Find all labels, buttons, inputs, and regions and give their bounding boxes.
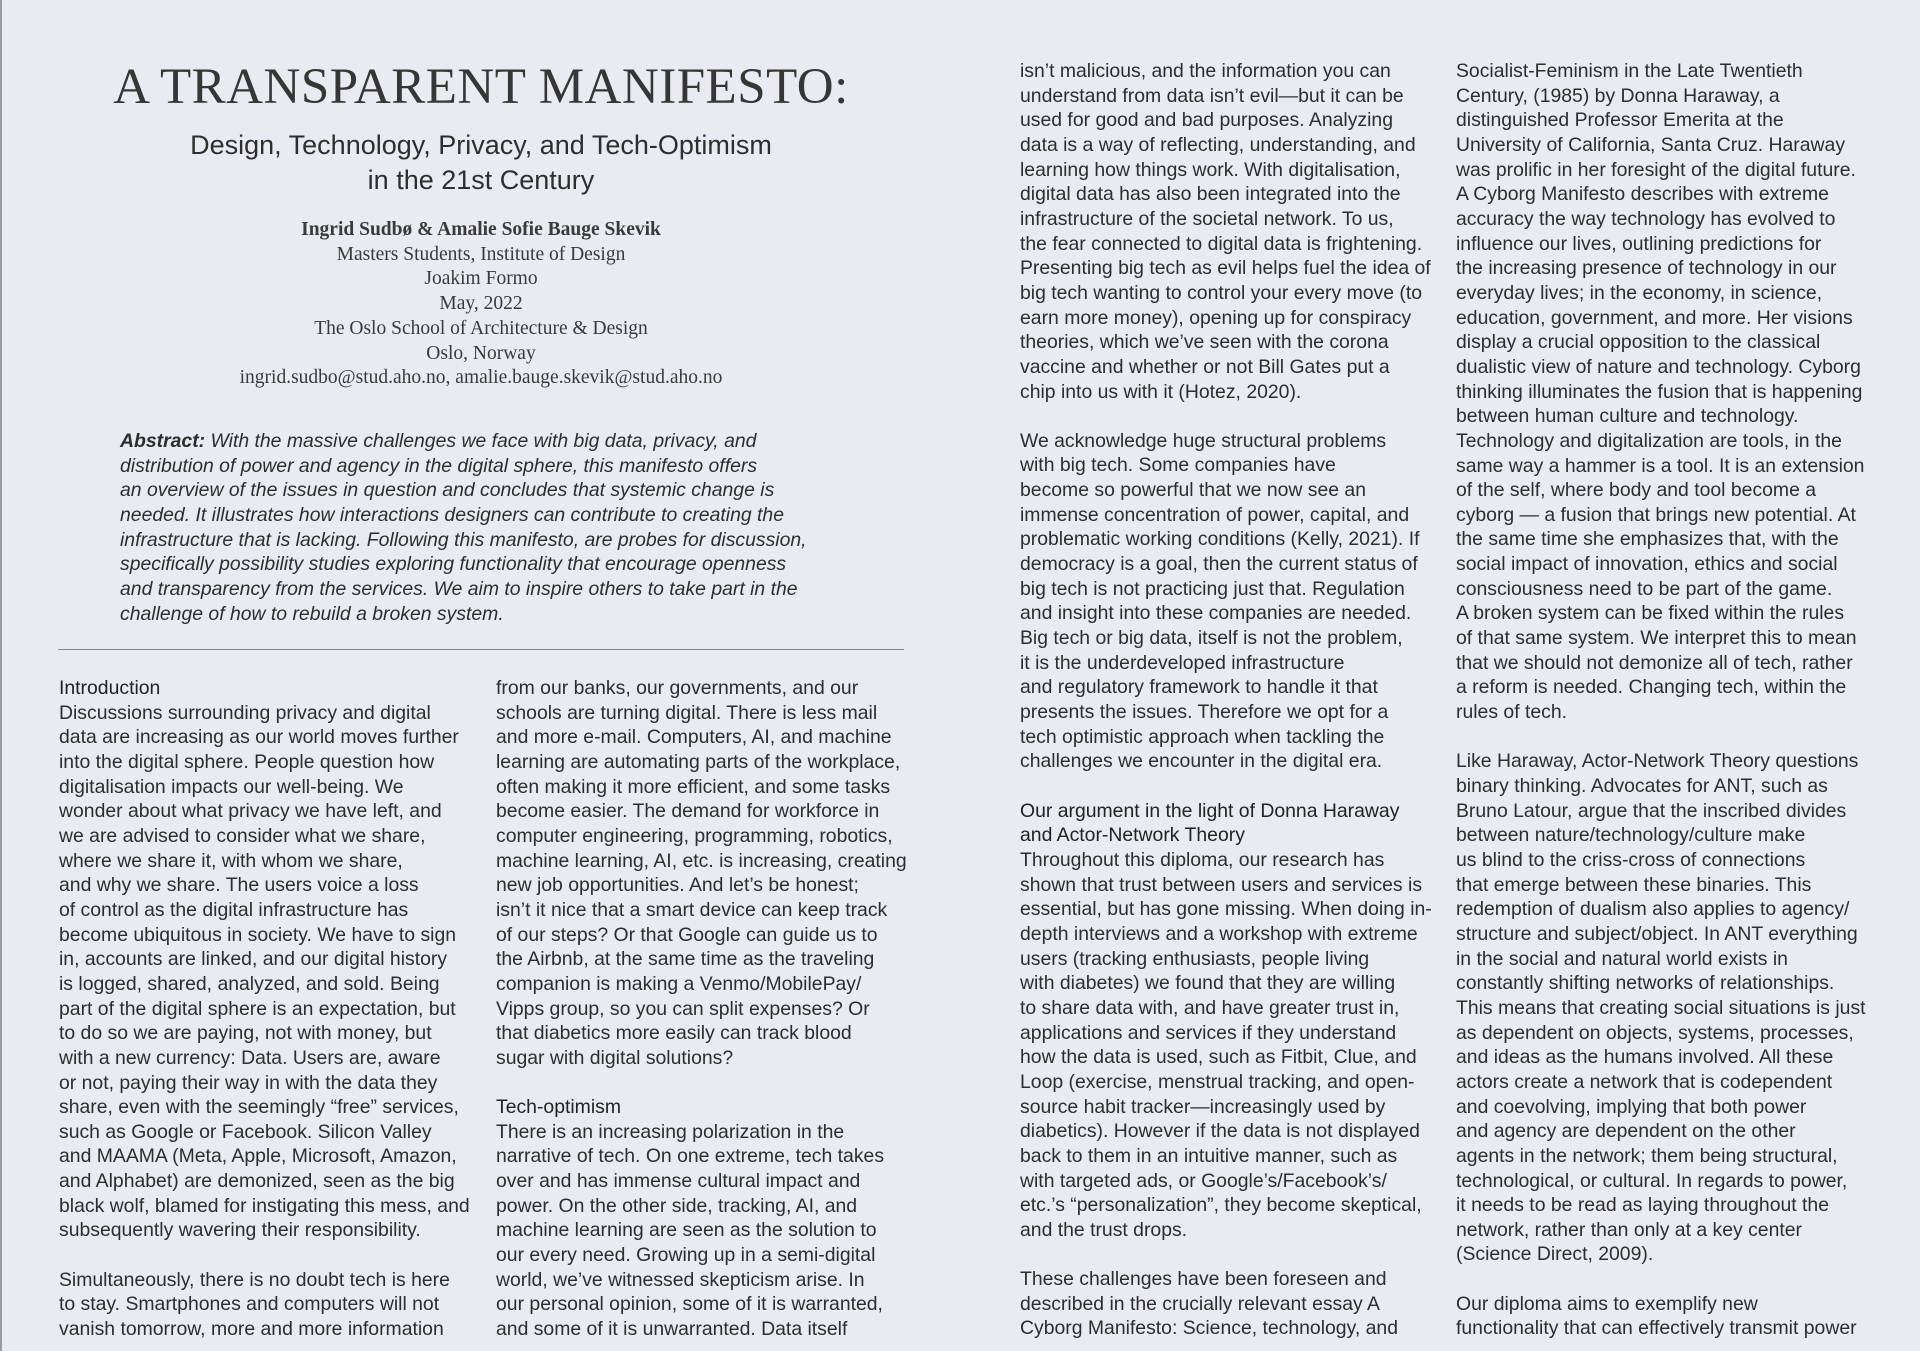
column-1 bbox=[59, 676, 470, 1342]
text-line: theories, which we’ve seen with the corona bbox=[1020, 331, 1389, 354]
text-line: thinking illuminates the fusion that is happening bbox=[1456, 380, 1863, 403]
text-line: wonder about what privacy we have left, and bbox=[59, 800, 442, 823]
text-line: to stay. Smartphones and computers will not bbox=[59, 1293, 440, 1316]
affiliation: Masters Students, Institute of Design bbox=[336, 243, 626, 265]
abstract-line: an overview of the issues in question and concludes that systemic change is bbox=[120, 479, 775, 502]
text-line: dualistic view of nature and technology. Cyborg bbox=[1456, 355, 1861, 378]
column-4 bbox=[1456, 59, 1866, 1341]
text-line: essential, but has gone missing. When doing in- bbox=[1020, 898, 1432, 921]
text-line: problematic working conditions (Kelly, 2021). If bbox=[1020, 528, 1420, 551]
text-line: Technology and digitalization are tools, in the bbox=[1456, 429, 1842, 452]
text-line: of that same system. We interpret this to mean bbox=[1456, 627, 1857, 650]
text-line: immense concentration of power, capital, and bbox=[1020, 503, 1410, 526]
text-line: share, even with the seemingly “free” services, bbox=[59, 1096, 459, 1119]
text-line: A broken system can be fixed within the rules bbox=[1456, 602, 1845, 625]
paper-title: A TRANSPARENT MANIFESTO: bbox=[113, 59, 849, 115]
text-line: and agency are dependent on the other bbox=[1456, 1120, 1796, 1143]
text-line: Bruno Latour, argue that the inscribed divides bbox=[1456, 799, 1847, 822]
column-2 bbox=[496, 676, 907, 1342]
text-line: that diabetics more easily can track blood bbox=[496, 1022, 852, 1045]
text-line: described in the crucially relevant essay A bbox=[1020, 1292, 1380, 1315]
text-line: cyborg — a fusion that brings new potential. At bbox=[1456, 503, 1856, 526]
text-line: agents in the network; them being structural, bbox=[1456, 1144, 1838, 1167]
text-line: new job opportunities. And let’s be honest; bbox=[496, 874, 859, 897]
abstract-line: distribution of power and agency in the digital sphere, this manifesto offers bbox=[120, 454, 758, 477]
heading-line: Our argument in the light of Donna Haraway bbox=[1020, 799, 1400, 822]
abstract-line: infrastructure that is lacking. Following this manifesto, are probes for discussion, bbox=[120, 528, 807, 551]
abstract-label: Abstract: bbox=[120, 429, 206, 452]
text-line: We acknowledge huge structural problems bbox=[1020, 429, 1387, 452]
text-line: as dependent on objects, systems, processes, bbox=[1456, 1021, 1854, 1044]
text-line: world, we’ve witnessed skepticism arise. In bbox=[496, 1268, 865, 1291]
paragraph bbox=[1456, 1292, 1866, 1341]
text-line: distinguished Professor Emerita at the bbox=[1456, 109, 1784, 132]
section-heading-tech-optimism: Tech-optimism bbox=[496, 1096, 621, 1119]
text-line: This means that creating social situations is just bbox=[1456, 996, 1866, 1019]
text-line: redemption of dualism also applies to agency/ bbox=[1456, 898, 1850, 921]
text-line: used for good and bad purposes. Analyzing bbox=[1020, 109, 1394, 132]
text-line: us blind to the criss-cross of connections bbox=[1456, 848, 1806, 871]
text-line: understand from data isn’t evil—but it can be bbox=[1020, 84, 1404, 107]
text-line: in, accounts are linked, and our digital history bbox=[59, 948, 448, 971]
text-line: and the trust drops. bbox=[1020, 1218, 1188, 1241]
text-line: or not, paying their way in with the data they bbox=[59, 1071, 438, 1094]
paragraph bbox=[59, 701, 470, 1243]
section-heading-introduction: Introduction bbox=[59, 677, 161, 699]
paper-subtitle bbox=[58, 128, 904, 198]
text-line: to do so we are paying, not with money, but bbox=[59, 1022, 432, 1045]
text-line: back to them in an intuitive manner, such as bbox=[1020, 1144, 1398, 1167]
abstract bbox=[120, 429, 840, 627]
text-line: and coevolving, implying that both power bbox=[1456, 1095, 1807, 1118]
text-line: with targeted ads, or Google’s/Facebook’s/ bbox=[1020, 1169, 1387, 1192]
text-line: constantly shifting networks of relationships. bbox=[1456, 972, 1835, 995]
text-line: part of the digital sphere is an expectation, but bbox=[59, 997, 456, 1020]
date: May, 2022 bbox=[439, 293, 523, 315]
text-line: a reform is needed. Changing tech, within the bbox=[1456, 676, 1847, 699]
text-line: with big tech. Some companies have bbox=[1020, 454, 1336, 477]
supervisor: Joakim Formo bbox=[424, 268, 538, 290]
text-line: and why we share. The users voice a loss bbox=[59, 874, 419, 897]
text-line: same way a hammer is a tool. It is an extension bbox=[1456, 454, 1865, 477]
text-line: digitalisation impacts our well-being. We bbox=[59, 775, 404, 798]
section-divider bbox=[58, 649, 904, 650]
text-line: and insight into these companies are needed. bbox=[1020, 602, 1412, 625]
text-line: digital data has also been integrated into the bbox=[1020, 183, 1401, 206]
column-3 bbox=[1020, 59, 1432, 1341]
text-line: Loop (exercise, menstrual tracking, and open- bbox=[1020, 1070, 1415, 1093]
abstract-line: With the massive challenges we face with big data, privacy, and bbox=[205, 429, 757, 452]
text-line: that emerge between these binaries. This bbox=[1456, 873, 1812, 896]
text-line: depth interviews and a workshop with extreme bbox=[1020, 922, 1418, 945]
text-line: Like Haraway, Actor-Network Theory questions bbox=[1456, 750, 1859, 773]
text-line: how the data is used, such as Fitbit, Clue, and bbox=[1020, 1046, 1417, 1069]
text-line: and more e-mail. Computers, AI, and machine bbox=[496, 726, 892, 749]
text-line: tech optimistic approach when tackling the bbox=[1020, 725, 1385, 748]
text-line: it is the underdeveloped infrastructure bbox=[1020, 651, 1345, 674]
text-line: was prolific in her foresight of the digital future. bbox=[1456, 158, 1856, 181]
text-line: and ideas as the humans involved. All these bbox=[1456, 1046, 1834, 1069]
text-line: data are increasing as our world moves further bbox=[59, 726, 459, 749]
text-line: computer engineering, programming, robotics, bbox=[496, 824, 893, 847]
text-line: chip into us with it (Hotez, 2020). bbox=[1020, 380, 1302, 403]
text-line: where we share it, with whom we share, bbox=[59, 849, 403, 872]
text-line: and some of it is unwarranted. Data itself bbox=[496, 1318, 848, 1341]
text-line: is logged, shared, analyzed, and sold. Being bbox=[59, 972, 440, 995]
text-line: into the digital sphere. People question how bbox=[59, 750, 435, 773]
text-line: it needs to be read as laying throughout the bbox=[1456, 1194, 1829, 1217]
text-line: rules of tech. bbox=[1456, 701, 1568, 724]
subtitle-line: in the 21st Century bbox=[367, 165, 595, 195]
text-line: users (tracking enthusiasts, people living bbox=[1020, 947, 1370, 970]
text-line: isn’t malicious, and the information you can bbox=[1020, 60, 1391, 82]
text-line: presents the issues. Therefore we opt for a bbox=[1020, 701, 1389, 724]
email-addresses: ingrid.sudbo@stud.aho.no, amalie.bauge.skevik@stud.aho.no bbox=[239, 367, 723, 389]
text-line: the same time she emphasizes that, with the bbox=[1456, 528, 1839, 551]
text-line: infrastructure of the societal network. To us, bbox=[1020, 207, 1394, 230]
abstract-line: specifically possibility studies exploring functionality that encourage openness bbox=[120, 553, 787, 576]
paragraph bbox=[496, 676, 907, 1071]
text-line: consciousness need to be part of the game. bbox=[1456, 577, 1833, 600]
text-line: network, rather than only at a key center bbox=[1456, 1218, 1802, 1241]
text-line: power. On the other side, tracking, AI, and bbox=[496, 1194, 858, 1217]
paragraph bbox=[1020, 1267, 1432, 1341]
text-line: data is a way of reflecting, understanding, and bbox=[1020, 133, 1416, 156]
text-line: democracy is a goal, then the current status of bbox=[1020, 553, 1418, 576]
subtitle-line: Design, Technology, Privacy, and Tech-Optimism bbox=[190, 130, 772, 160]
text-line: to share data with, and have greater trust in, bbox=[1020, 996, 1400, 1019]
text-line: the Airbnb, at the same time as the traveling bbox=[496, 948, 875, 971]
text-line: Our diploma aims to exemplify new bbox=[1456, 1292, 1758, 1315]
text-line: shown that trust between users and services is bbox=[1020, 873, 1423, 896]
text-line: from our banks, our governments, and our bbox=[496, 677, 859, 699]
text-line: and regulatory framework to handle it that bbox=[1020, 676, 1378, 699]
text-line: schools are turning digital. There is less mail bbox=[496, 701, 878, 724]
text-line: education, government, and more. Her visions bbox=[1456, 306, 1853, 329]
text-line: vaccine and whether or not Bill Gates put a bbox=[1020, 355, 1390, 378]
text-line: etc.’s “personalization”, they become skeptical, bbox=[1020, 1194, 1422, 1217]
text-line: the increasing presence of technology in our bbox=[1456, 257, 1837, 280]
text-line: with diabetes) we found that they are willing bbox=[1020, 972, 1396, 995]
text-line: binary thinking. Advocates for ANT, such as bbox=[1456, 775, 1828, 798]
section-heading-argument bbox=[1020, 799, 1432, 848]
paragraph bbox=[1020, 429, 1432, 774]
paragraph bbox=[1456, 749, 1866, 1267]
text-line: become easier. The demand for workforce in bbox=[496, 800, 880, 823]
text-line: become so powerful that we now see an bbox=[1020, 479, 1367, 502]
text-line: Simultaneously, there is no doubt tech is here bbox=[59, 1268, 450, 1291]
text-line: such as Google or Facebook. Silicon Valley bbox=[59, 1120, 432, 1143]
abstract-line: needed. It illustrates how interactions designers can contribute to creating the bbox=[120, 504, 784, 527]
text-line: and Alphabet) are demonized, seen as the big bbox=[59, 1170, 455, 1193]
text-line: subsequently wavering their responsibility. bbox=[59, 1219, 421, 1242]
text-line: our personal opinion, some of it is warranted, bbox=[496, 1293, 883, 1316]
text-line: learning how things work. With digitalisation, bbox=[1020, 158, 1401, 181]
abstract-line: and transparency from the services. We aim to inspire others to take part in the bbox=[120, 578, 798, 601]
text-line: machine learning, AI, etc. is increasing, creating bbox=[496, 849, 907, 872]
text-line: Discussions surrounding privacy and digital bbox=[59, 701, 431, 724]
text-line: earn more money), opening up for conspiracy bbox=[1020, 306, 1412, 329]
text-line: learning are automating parts of the workplace, bbox=[496, 750, 901, 773]
paragraph bbox=[1020, 848, 1432, 1243]
text-line: companion is making a Venmo/MobilePay/ bbox=[496, 972, 862, 995]
paragraph bbox=[1456, 59, 1866, 725]
text-line: of the self, where body and tool become a bbox=[1456, 479, 1817, 502]
text-line: source habit tracker—increasingly used by bbox=[1020, 1095, 1386, 1118]
text-line: display a crucial opposition to the classical bbox=[1456, 331, 1821, 354]
text-line: Presenting big tech as evil helps fuel the idea of bbox=[1020, 257, 1431, 280]
text-line: Vipps group, so you can split expenses? Or bbox=[496, 997, 870, 1020]
text-line: There is an increasing polarization in the bbox=[496, 1120, 845, 1143]
text-line: with a new currency: Data. Users are, aware bbox=[59, 1046, 441, 1069]
text-line: between nature/technology/culture make bbox=[1456, 824, 1806, 847]
text-line: Socialist-Feminism in the Late Twentieth bbox=[1456, 60, 1803, 82]
text-line: everyday lives; in the economy, in science, bbox=[1456, 281, 1823, 304]
text-line: accuracy the way technology has evolved to bbox=[1456, 207, 1836, 230]
text-line: challenges we encounter in the digital era. bbox=[1020, 750, 1383, 773]
institution: The Oslo School of Architecture & Design bbox=[314, 317, 648, 339]
paragraph bbox=[59, 1268, 470, 1342]
text-line: Century, (1985) by Donna Haraway, a bbox=[1456, 84, 1780, 107]
text-line: technological, or cultural. In regards to power, bbox=[1456, 1169, 1848, 1192]
text-line: applications and services if they understand bbox=[1020, 1021, 1397, 1044]
text-line: in the social and natural world exists in bbox=[1456, 947, 1788, 970]
text-line: structure and subject/object. In ANT everything bbox=[1456, 922, 1858, 945]
text-line: big tech wanting to control your every move (to bbox=[1020, 281, 1423, 304]
text-line: These challenges have been foreseen and bbox=[1020, 1268, 1387, 1291]
text-line: and MAAMA (Meta, Apple, Microsoft, Amazon, bbox=[59, 1145, 457, 1168]
text-line: social impact of innovation, ethics and social bbox=[1456, 553, 1838, 576]
text-line: Big tech or big data, itself is not the problem, bbox=[1020, 627, 1403, 650]
text-line: that we should not demonize all of tech, rather bbox=[1456, 651, 1853, 674]
text-line: sugar with digital solutions? bbox=[496, 1046, 734, 1069]
text-line: become ubiquitous in society. We have to sign bbox=[59, 923, 457, 946]
location: Oslo, Norway bbox=[426, 342, 536, 364]
paragraph bbox=[496, 1120, 907, 1342]
text-line: black wolf, blamed for instigating this mess, and bbox=[59, 1194, 470, 1217]
text-line: actors create a network that is codependent bbox=[1456, 1070, 1833, 1093]
abstract-line: challenge of how to rebuild a broken system. bbox=[120, 602, 504, 625]
text-line: University of California, Santa Cruz. Haraway bbox=[1456, 133, 1846, 156]
page-edge bbox=[0, 0, 2, 1351]
text-line: between human culture and technology. bbox=[1456, 405, 1799, 428]
text-line: functionality that can effectively transmit power bbox=[1456, 1317, 1857, 1340]
text-line: over and has immense cultural impact and bbox=[496, 1170, 861, 1193]
text-line: A Cyborg Manifesto describes with extreme bbox=[1456, 183, 1829, 206]
text-line: narrative of tech. On one extreme, tech takes bbox=[496, 1145, 885, 1168]
text-line: vanish tomorrow, more and more information bbox=[59, 1318, 444, 1341]
text-line: we are advised to consider what we share, bbox=[59, 824, 426, 847]
text-line: (Science Direct, 2009). bbox=[1456, 1243, 1654, 1266]
text-line: often making it more efficient, and some tasks bbox=[496, 775, 891, 798]
text-line: machine learning are seen as the solution to bbox=[496, 1219, 877, 1242]
authors: Ingrid Sudbø & Amalie Sofie Bauge Skevik bbox=[301, 219, 661, 240]
text-line: of control as the digital infrastructure has bbox=[59, 898, 409, 921]
text-line: isn’t it nice that a smart device can keep track bbox=[496, 898, 888, 921]
header-block bbox=[58, 52, 904, 650]
text-line: our every need. Growing up in a semi-digital bbox=[496, 1244, 876, 1267]
text-line: of our steps? Or that Google can guide us to bbox=[496, 923, 878, 946]
text-line: Throughout this diploma, our research has bbox=[1020, 848, 1385, 871]
author-block bbox=[58, 218, 904, 391]
heading-line: and Actor-Network Theory bbox=[1020, 824, 1245, 847]
text-line: influence our lives, outlining predictions for bbox=[1456, 232, 1822, 255]
text-line: diabetics). However if the data is not displayed bbox=[1020, 1120, 1420, 1143]
text-line: the fear connected to digital data is frightening. bbox=[1020, 232, 1423, 255]
paragraph bbox=[1020, 59, 1432, 404]
text-line: Cyborg Manifesto: Science, technology, and bbox=[1020, 1317, 1398, 1340]
text-line: big tech is not practicing just that. Regulation bbox=[1020, 577, 1405, 600]
